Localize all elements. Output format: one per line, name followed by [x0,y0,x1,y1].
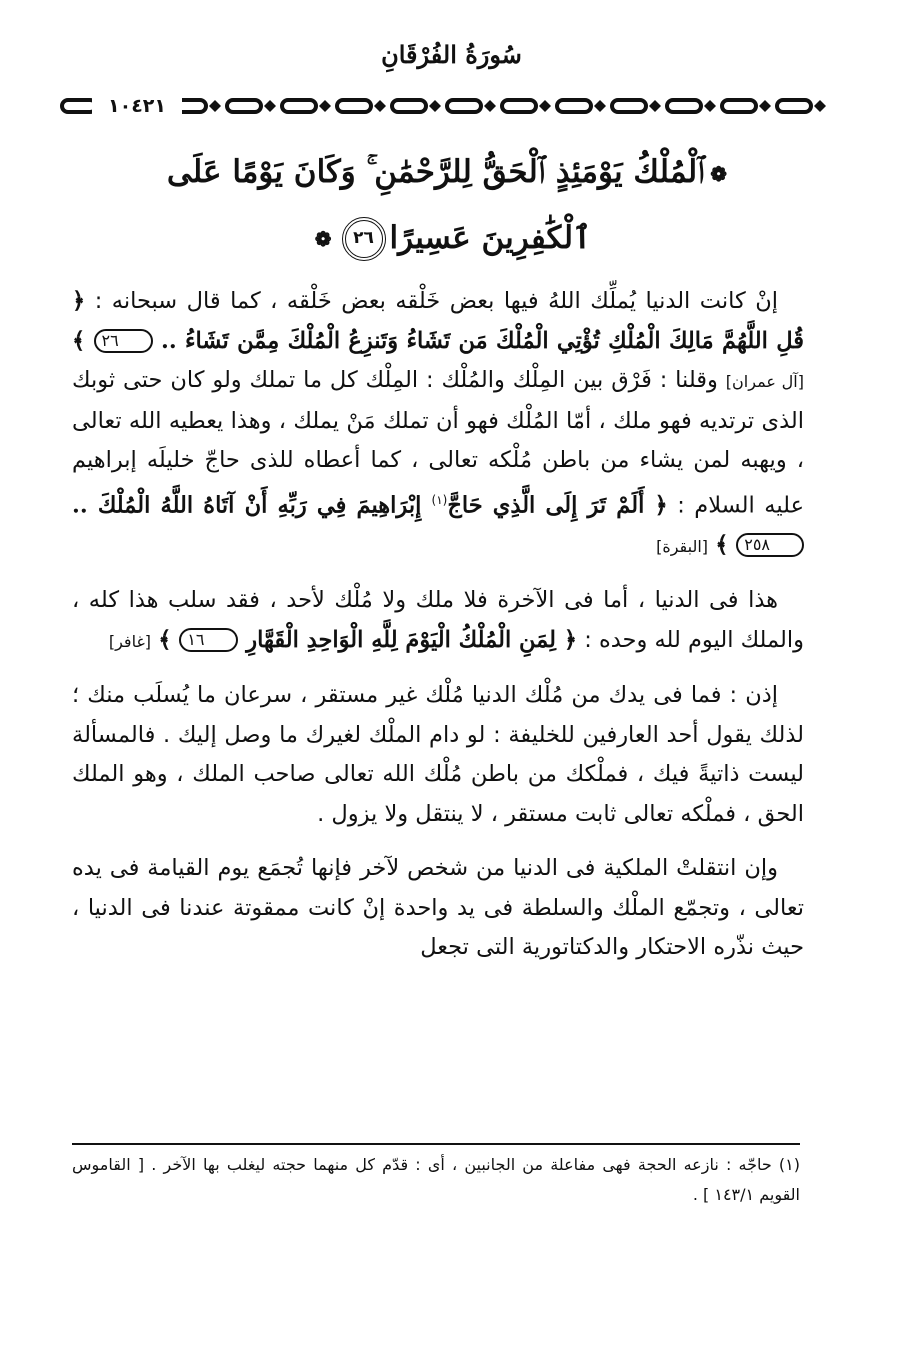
chain-link [447,100,481,112]
footnote-divider [72,1143,800,1145]
chain-diamond [484,100,496,112]
paragraph-2-text: هذا فى الدنيا ، أما فى الآخرة فلا ملك ولا مُلْك لأحد ، فقد سلب هذا كله ، والملك اليوم لله وحده : [72,587,804,653]
chain-diamond [759,100,771,112]
chain-diamond [704,100,716,112]
chain-diamond [649,100,661,112]
verse-start-ornament-icon: ❁ [710,161,728,186]
chain-link [667,100,701,112]
chain-link [392,100,426,112]
chain-diamond [814,100,826,112]
chain-link [722,100,756,112]
chain-diamond [319,100,331,112]
surah-ref-al-baqarah: [البقرة] [656,536,709,556]
paragraph-2 [72,581,804,661]
footnote: (١) حاجّه : نازعه الحجة فهى مفاعلة من الجانبين ، أى : قدّم كل منهما حجته ليغلب بها الآخر . [ القاموس القويم ١٤٣/١ ] . [72,1155,800,1204]
quote-al-imran-close: ﴾ [72,327,94,354]
ayah-number-258: ٢٥٨ [736,533,804,557]
verse-line-2 [150,206,750,272]
quote-al-imran: ﴿ قُلِ اللَّهُمَّ مَالِكَ الْمُلْكِ تُؤْتِي الْمُلْكَ مَن تَشَاءُ وَتَنزِعُ الْمُلْكَ مِمَّن تَشَاءُ .. [72,288,804,354]
chain-link [337,100,371,112]
ayah-number-26: ٢٦ [94,329,153,353]
chain-link [612,100,646,112]
verse-line-1-text: ٱلْمُلْكُ يَوْمَئِذٍ ٱلْحَقُّ لِلرَّحْمَٰنِ ۚ وَكَانَ يَوْمًا عَلَى [166,154,705,190]
verse-line-2-text: ٱلْكَٰفِرِينَ عَسِيرًا [389,219,592,256]
footnote-marker: (١) [431,492,448,507]
surah-ref-ghafir: [غافر] [108,631,152,651]
quote-al-baqarah-b: إِبْرَاهِيمَ فِي رَبِّهِ أَنْ آتَاهُ اللَّهُ الْمُلْكَ .. [72,492,432,518]
paragraph-3: إذن : فما فى يدك من مُلْك الدنيا مُلْك غير مستقر ، سرعان ما يُسلَب منك ؛ لذلك يقول أحد العارفين للخليفة : لو دام الملْك لغيرك ما وصل إليك . فالمسألة ليست ذاتيةً فيك ، فملْكك من باطن مُلْك الله تعالى صاحب الملك ، وهو الملك الحق ، فملْكه تعالى ثابت مستقر ، لا ينتقل ولا يزول . [72,682,804,827]
chain-diamond [264,100,276,112]
ayah-number-badge: ٢٦ [342,217,386,261]
chain-link [777,100,811,112]
surah-ref-al-imran: [آل عمران] [725,372,804,391]
chain-diamond [594,100,606,112]
paragraph-1 [72,282,804,566]
quote-ghafir-close: ﴾ [158,626,180,653]
verse-end-ornament-icon: ❁ [314,227,332,251]
chain-diamond [209,100,221,112]
verse-line-1 [150,140,750,206]
chain-diamond [539,100,551,112]
commentary-text [72,282,804,983]
surah-title: سُورَةُ الفُرْقَانِ [381,40,522,69]
chain-link [282,100,316,112]
quote-ghafir: ﴿ لِمَنِ الْمُلْكُ الْيَوْمَ لِلَّهِ الْوَاحِدِ الْقَهَّارِ [238,626,578,653]
paragraph-4: وإن انتقلتْ الملكية فى الدنيا من شخص لآخر فإنها تُجمَع يوم القيامة فى يده تعالى ، وتجمّع الملْك والسلطة فى يد واحدة إنْ كانت ممقوتة عندنا فى الدنيا ، حيث نذّره الاحتكار والدكتاتورية التى تجعل [72,855,804,960]
chain-link [227,100,261,112]
page-number: ١٠٤٢١ [92,93,182,119]
ayah-number-16: ١٦ [179,628,238,652]
paragraph-1-text-b: وقلنا : فَرْق بين المِلْك والمُلْك : المِلْك كل ما تملك ولو كان حتى ثوبك الذى ترتديه فهو ملك ، أمّا المُلْك فهو أن تملك مَنْ يملك ، وهذا يعطيه الله تعالى ، ويهبه لمن يشاء من باطن مُلْكه تعالى ، كما أعطاه للذى حاجّ خليلَه إبراهيم عليه السلام : [72,367,804,518]
quote-al-baqarah-close: ﴾ [715,531,737,558]
chain-diamond [374,100,386,112]
chain-link [502,100,536,112]
paragraph-1-text-a: إنْ كانت الدنيا يُملِّك اللهُ فيها بعض خَلْقه بعض خَلْقه ، كما قال سبحانه : [94,288,779,314]
quran-verse-block [150,140,750,271]
quote-al-baqarah-a: ﴿ أَلَمْ تَرَ إِلَى الَّذِي حَاجَّ [447,492,668,518]
chain-diamond [429,100,441,112]
chain-link [557,100,591,112]
chain-link [62,100,96,112]
